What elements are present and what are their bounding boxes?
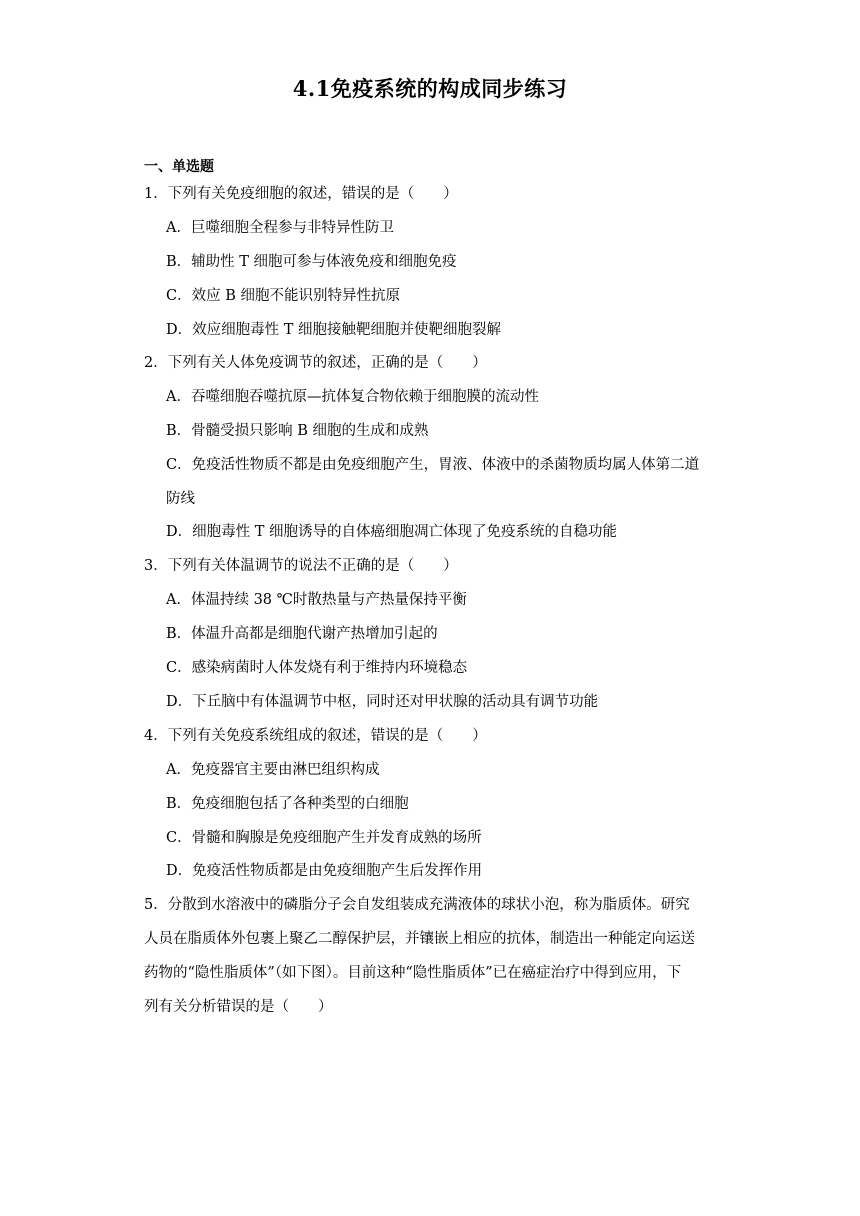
question-5-stem-line-1: 5．分散到水溶液中的磷脂分子会自发组装成充满液体的球状小泡，称为脂质体。研究 <box>144 897 690 913</box>
question-5-stem-line-2: 人员在脂质体外包裹上聚乙二醇保护层，并镶嵌上相应的抗体，制造出一种能定向运送 <box>144 931 695 947</box>
question-2-option-c: C．免疫活性物质不都是由免疫细胞产生，胃液、体液中的杀菌物质均属人体第二道 <box>166 457 700 473</box>
question-3-option-a: A．体温持续 38 ℃时散热量与产热量保持平衡 <box>166 592 467 608</box>
question-4-option-d: D．免疫活性物质都是由免疫细胞产生后发挥作用 <box>166 863 483 879</box>
question-4-option-b: B．免疫细胞包括了各种类型的白细胞 <box>166 796 409 812</box>
question-1-stem: 1．下列有关免疫细胞的叙述，错误的是（ ） <box>144 186 458 202</box>
question-2-stem: 2．下列有关人体免疫调节的叙述，正确的是（ ） <box>144 355 487 371</box>
page-title: 4.1免疫系统的构成同步练习 <box>292 76 568 101</box>
question-5-stem-line-3: 药物的“隐性脂质体”（如下图）。目前这种“隐性脂质体”已在癌症治疗中得到应用，下 <box>144 965 682 981</box>
question-1-option-d: D．效应细胞毒性 T 细胞接触靶细胞并使靶细胞裂解 <box>166 322 502 338</box>
question-3-option-b: B．体温升高都是细胞代谢产热增加引起的 <box>166 626 438 642</box>
question-3-stem: 3．下列有关体温调节的说法不正确的是（ ） <box>144 558 458 574</box>
question-2-option-d: D．细胞毒性 T 细胞诱导的自体癌细胞凋亡体现了免疫系统的自稳功能 <box>166 524 618 540</box>
question-4-stem: 4．下列有关免疫系统组成的叙述，错误的是（ ） <box>144 728 487 744</box>
question-4-option-c: C．骨髓和胸腺是免疫细胞产生并发育成熟的场所 <box>166 830 482 846</box>
section-heading: 一、单选题 <box>144 159 214 175</box>
question-4-option-a: A．免疫器官主要由淋巴组织构成 <box>166 762 380 778</box>
question-2-option-a: A．吞噬细胞吞噬抗原—抗体复合物依赖于细胞膜的流动性 <box>166 389 539 405</box>
question-5-stem-line-4: 列有关分析错误的是（ ） <box>144 999 333 1015</box>
question-1-option-b: B．辅助性 T 细胞可参与体液免疫和细胞免疫 <box>166 254 457 270</box>
question-1-option-c: C．效应 B 细胞不能识别特异性抗原 <box>166 288 400 304</box>
question-2-option-b: B．骨髓受损只影响 B 细胞的生成和成熟 <box>166 423 429 439</box>
question-2-option-c-continued: 防线 <box>166 491 195 507</box>
question-3-option-d: D．下丘脑中有体温调节中枢，同时还对甲状腺的活动具有调节功能 <box>166 694 599 710</box>
question-3-option-c: C．感染病菌时人体发烧有利于维持内环境稳态 <box>166 660 468 676</box>
question-1-option-a: A．巨噬细胞全程参与非特异性防卫 <box>166 220 394 236</box>
